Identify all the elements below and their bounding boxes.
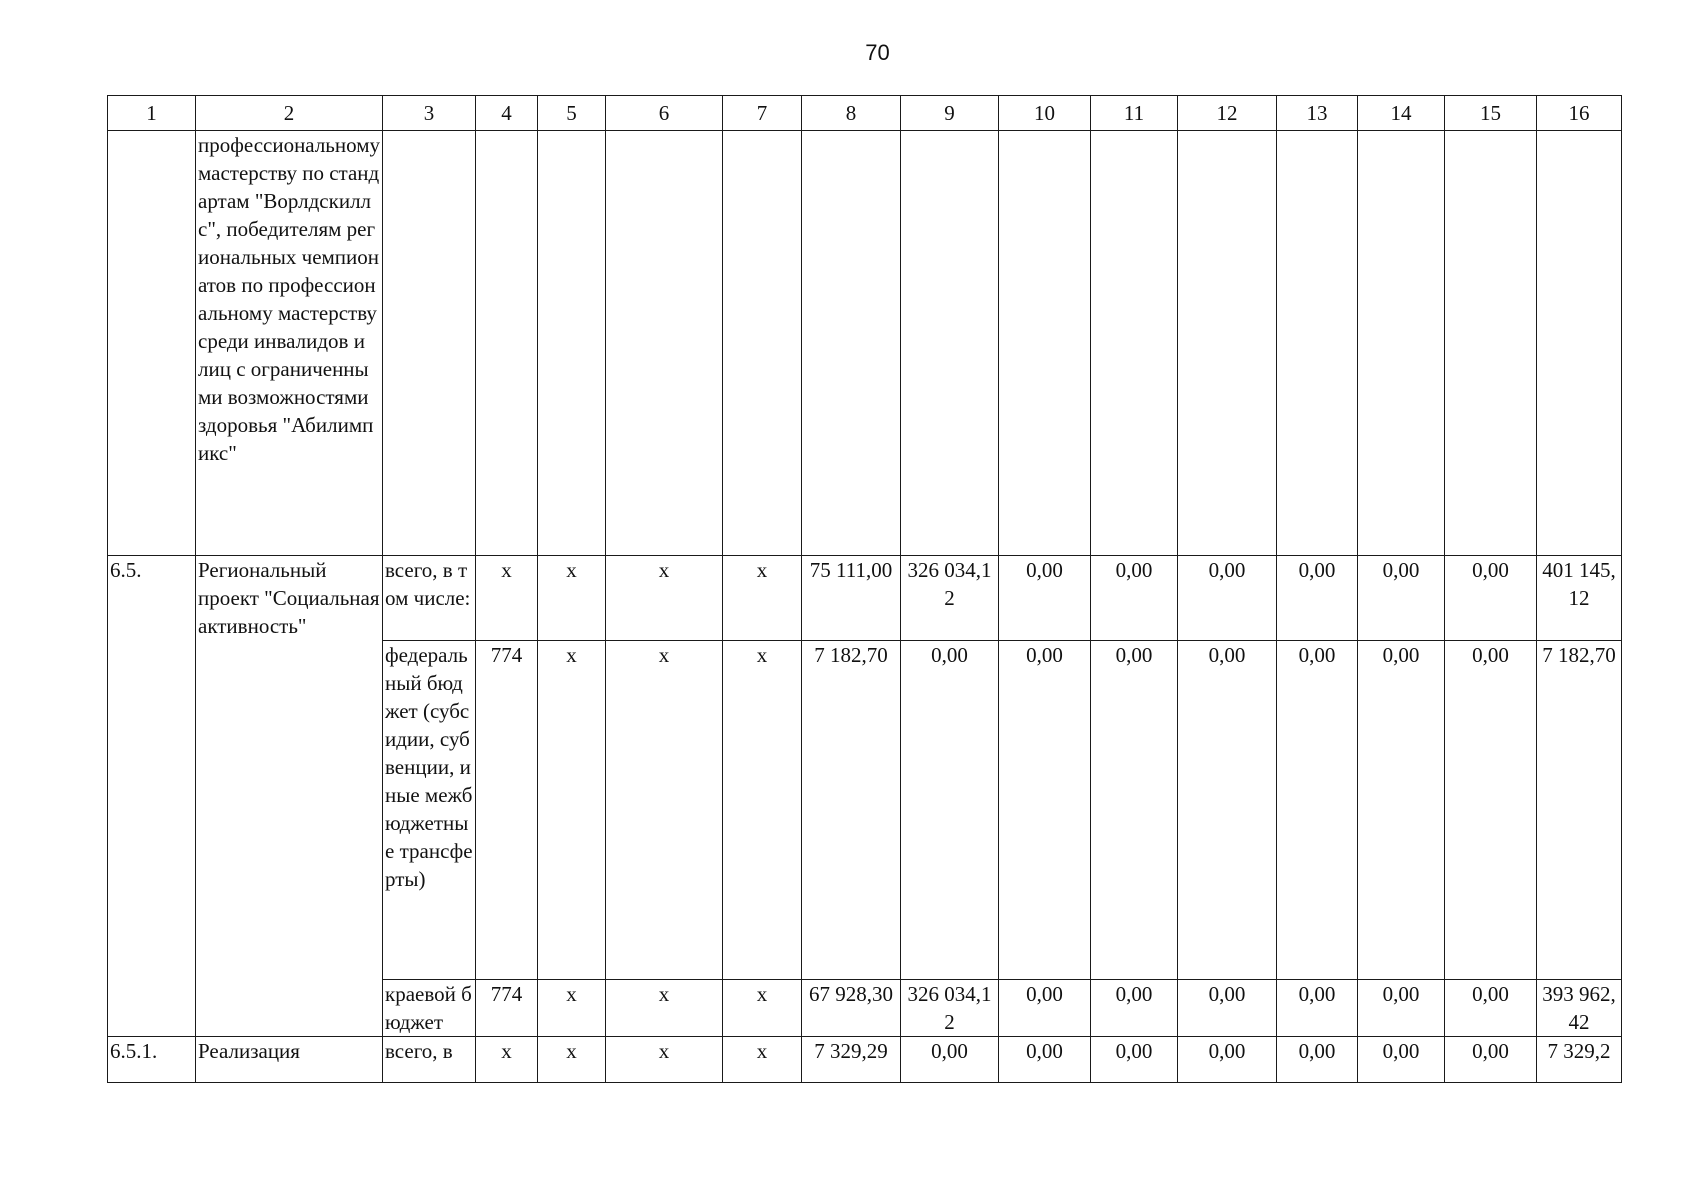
cell-number: 6.5. <box>108 556 196 1037</box>
cell-title: Региональный проект "Социальная активность" <box>196 556 383 1037</box>
cell: х <box>538 980 606 1037</box>
cell: 0,00 <box>1091 980 1178 1037</box>
cell <box>1537 131 1622 556</box>
table-row <box>108 1037 1622 1083</box>
cell-title: профессиональному мастерству по стандартам "Ворлдскиллс", победителям региональных чемпионатов по профессиональному мастерству среди инвалидов и лиц с ограниченными возможностями здоровья "Абилимпикс" <box>196 131 383 556</box>
cell: х <box>723 556 802 641</box>
cell: 774 <box>476 980 538 1037</box>
col-header-7: 7 <box>723 96 802 131</box>
col-header-10: 10 <box>999 96 1091 131</box>
cell <box>802 131 901 556</box>
cell: 0,00 <box>1178 641 1277 980</box>
cell <box>901 131 999 556</box>
cell: 326 034,12 <box>901 556 999 641</box>
cell: х <box>538 1037 606 1083</box>
cell: 0,00 <box>1358 1037 1445 1083</box>
cell: 0,00 <box>1358 641 1445 980</box>
cell <box>1358 131 1445 556</box>
col-header-14: 14 <box>1358 96 1445 131</box>
cell: 0,00 <box>1277 641 1358 980</box>
cell: 0,00 <box>1178 1037 1277 1083</box>
col-header-13: 13 <box>1277 96 1358 131</box>
cell: 0,00 <box>999 641 1091 980</box>
cell: 67 928,30 <box>802 980 901 1037</box>
cell: 0,00 <box>999 980 1091 1037</box>
cell-number <box>108 131 196 556</box>
cell: 393 962,42 <box>1537 980 1622 1037</box>
cell: х <box>538 641 606 980</box>
cell: 0,00 <box>1178 556 1277 641</box>
cell <box>1445 131 1537 556</box>
col-header-12: 12 <box>1178 96 1277 131</box>
cell: 0,00 <box>1091 1037 1178 1083</box>
cell <box>476 131 538 556</box>
cell: 7 329,2 <box>1537 1037 1622 1083</box>
cell <box>606 131 723 556</box>
table-row <box>108 556 1622 641</box>
table-row <box>108 131 1622 556</box>
cell: 0,00 <box>1277 1037 1358 1083</box>
col-header-8: 8 <box>802 96 901 131</box>
cell <box>1178 131 1277 556</box>
cell-title: Реализация <box>196 1037 383 1083</box>
cell: х <box>606 556 723 641</box>
cell: х <box>538 556 606 641</box>
cell: 0,00 <box>901 641 999 980</box>
cell: 0,00 <box>1091 556 1178 641</box>
cell: 0,00 <box>999 1037 1091 1083</box>
cell: 0,00 <box>1358 980 1445 1037</box>
cell <box>1091 131 1178 556</box>
cell <box>538 131 606 556</box>
cell: 0,00 <box>1277 980 1358 1037</box>
col-header-2: 2 <box>196 96 383 131</box>
cell: х <box>606 641 723 980</box>
page-number: 70 <box>865 40 890 65</box>
cell-source: краевой бюджет <box>383 980 476 1037</box>
cell: 0,00 <box>1445 1037 1537 1083</box>
col-header-16: 16 <box>1537 96 1622 131</box>
cell-source: всего, в <box>383 1037 476 1083</box>
cell: 75 111,00 <box>802 556 901 641</box>
cell-number: 6.5.1. <box>108 1037 196 1083</box>
col-header-4: 4 <box>476 96 538 131</box>
cell: 0,00 <box>1445 556 1537 641</box>
col-header-9: 9 <box>901 96 999 131</box>
cell-source: всего, в том числе: <box>383 556 476 641</box>
col-header-5: 5 <box>538 96 606 131</box>
cell: 326 034,12 <box>901 980 999 1037</box>
cell: 7 329,29 <box>802 1037 901 1083</box>
cell: х <box>723 1037 802 1083</box>
cell: х <box>606 980 723 1037</box>
col-header-6: 6 <box>606 96 723 131</box>
cell: 7 182,70 <box>1537 641 1622 980</box>
col-header-3: 3 <box>383 96 476 131</box>
cell: 0,00 <box>1445 641 1537 980</box>
cell: 0,00 <box>1178 980 1277 1037</box>
cell: 0,00 <box>999 556 1091 641</box>
cell <box>1277 131 1358 556</box>
cell: 0,00 <box>901 1037 999 1083</box>
col-header-15: 15 <box>1445 96 1537 131</box>
cell: х <box>723 641 802 980</box>
cell: 774 <box>476 641 538 980</box>
cell <box>999 131 1091 556</box>
budget-table <box>107 95 1622 1083</box>
cell: х <box>476 1037 538 1083</box>
cell: 0,00 <box>1445 980 1537 1037</box>
cell: х <box>606 1037 723 1083</box>
cell: 0,00 <box>1091 641 1178 980</box>
cell: 0,00 <box>1358 556 1445 641</box>
cell-source: федеральный бюджет (субсидии, субвенции, иные межбюджетные трансферты) <box>383 641 476 980</box>
header-row <box>108 96 1622 131</box>
cell <box>383 131 476 556</box>
cell <box>723 131 802 556</box>
cell: 7 182,70 <box>802 641 901 980</box>
col-header-1: 1 <box>108 96 196 131</box>
cell: х <box>476 556 538 641</box>
cell: х <box>723 980 802 1037</box>
cell: 401 145,12 <box>1537 556 1622 641</box>
cell: 0,00 <box>1277 556 1358 641</box>
col-header-11: 11 <box>1091 96 1178 131</box>
